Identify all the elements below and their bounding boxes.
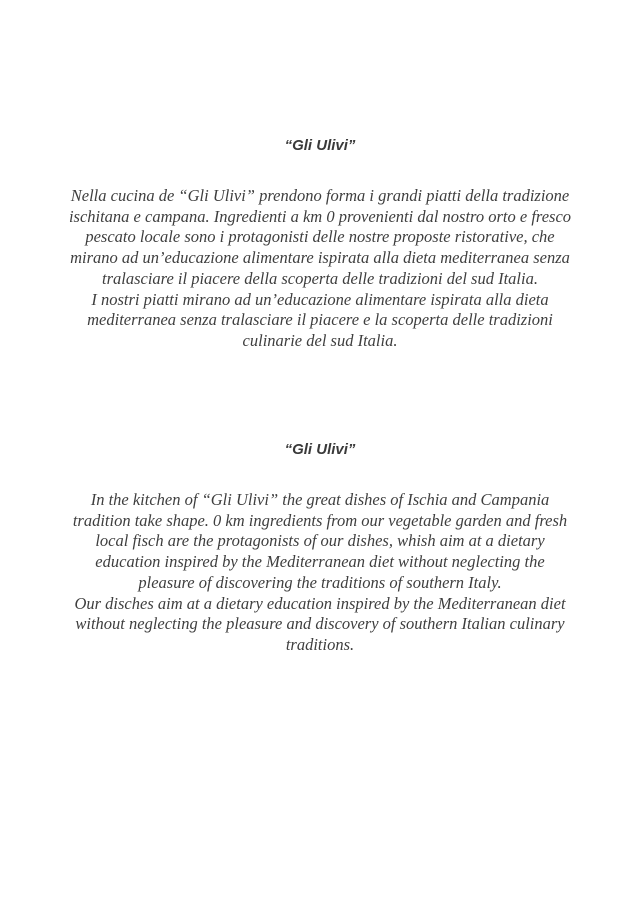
english-paragraph-1-line: pleasure of discovering the traditions of southern Italy. xyxy=(138,572,502,592)
english-paragraph-1 xyxy=(0,490,640,594)
english-paragraph-2-line: without neglecting the pleasure and discovery of southern Italian culinary xyxy=(75,614,565,634)
italian-paragraph-2-line: I nostri piatti mirano ad un’educazione alimentare ispirata alla dieta xyxy=(91,289,549,309)
english-paragraph-2-line: traditions. xyxy=(285,634,355,654)
english-paragraph-1-line: tradition take shape. 0 km ingredients from our vegetable garden and fresh xyxy=(72,510,568,530)
english-section xyxy=(0,440,640,656)
italian-paragraph-1-line: tralasciare il piacere della scoperta delle tradizioni del sud Italia. xyxy=(102,268,538,288)
italian-paragraph-1-line: Nella cucina de “Gli Ulivi” prendono forma i grandi piatti della tradizione xyxy=(70,186,570,205)
english-paragraph-1-line: In the kitchen of “Gli Ulivi” the great dishes of Ischia and Campania xyxy=(90,490,550,509)
italian-paragraph-1 xyxy=(0,186,640,290)
italian-paragraph-1-line: ischitana e campana. Ingredienti a km 0 provenienti dal nostro orto e fresco xyxy=(68,206,572,226)
italian-section xyxy=(0,136,640,352)
english-paragraph-2 xyxy=(0,594,640,656)
italian-paragraph-1-line: mirano ad un’educazione alimentare ispirata alla dieta mediterranea senza xyxy=(70,248,570,268)
english-title: “Gli Ulivi” xyxy=(284,441,356,458)
italian-paragraph-2 xyxy=(0,290,640,352)
english-paragraph-1-line: local fisch are the protagonists of our dishes, whish aim at a dietary xyxy=(95,531,545,551)
italian-paragraph-2-line: culinarie del sud Italia. xyxy=(242,330,398,350)
english-paragraph-2-line: Our disches aim at a dietary education inspired by the Mediterranean diet xyxy=(74,593,566,613)
italian-title: “Gli Ulivi” xyxy=(284,137,356,154)
italian-paragraph-2-line: mediterranea senza tralasciare il piacere e la scoperta delle tradizioni xyxy=(87,310,553,330)
italian-paragraph-1-line: pescato locale sono i protagonisti delle nostre proposte ristorative, che xyxy=(85,227,555,247)
english-paragraph-1-line: education inspired by the Mediterranean diet without neglecting the xyxy=(95,552,545,572)
